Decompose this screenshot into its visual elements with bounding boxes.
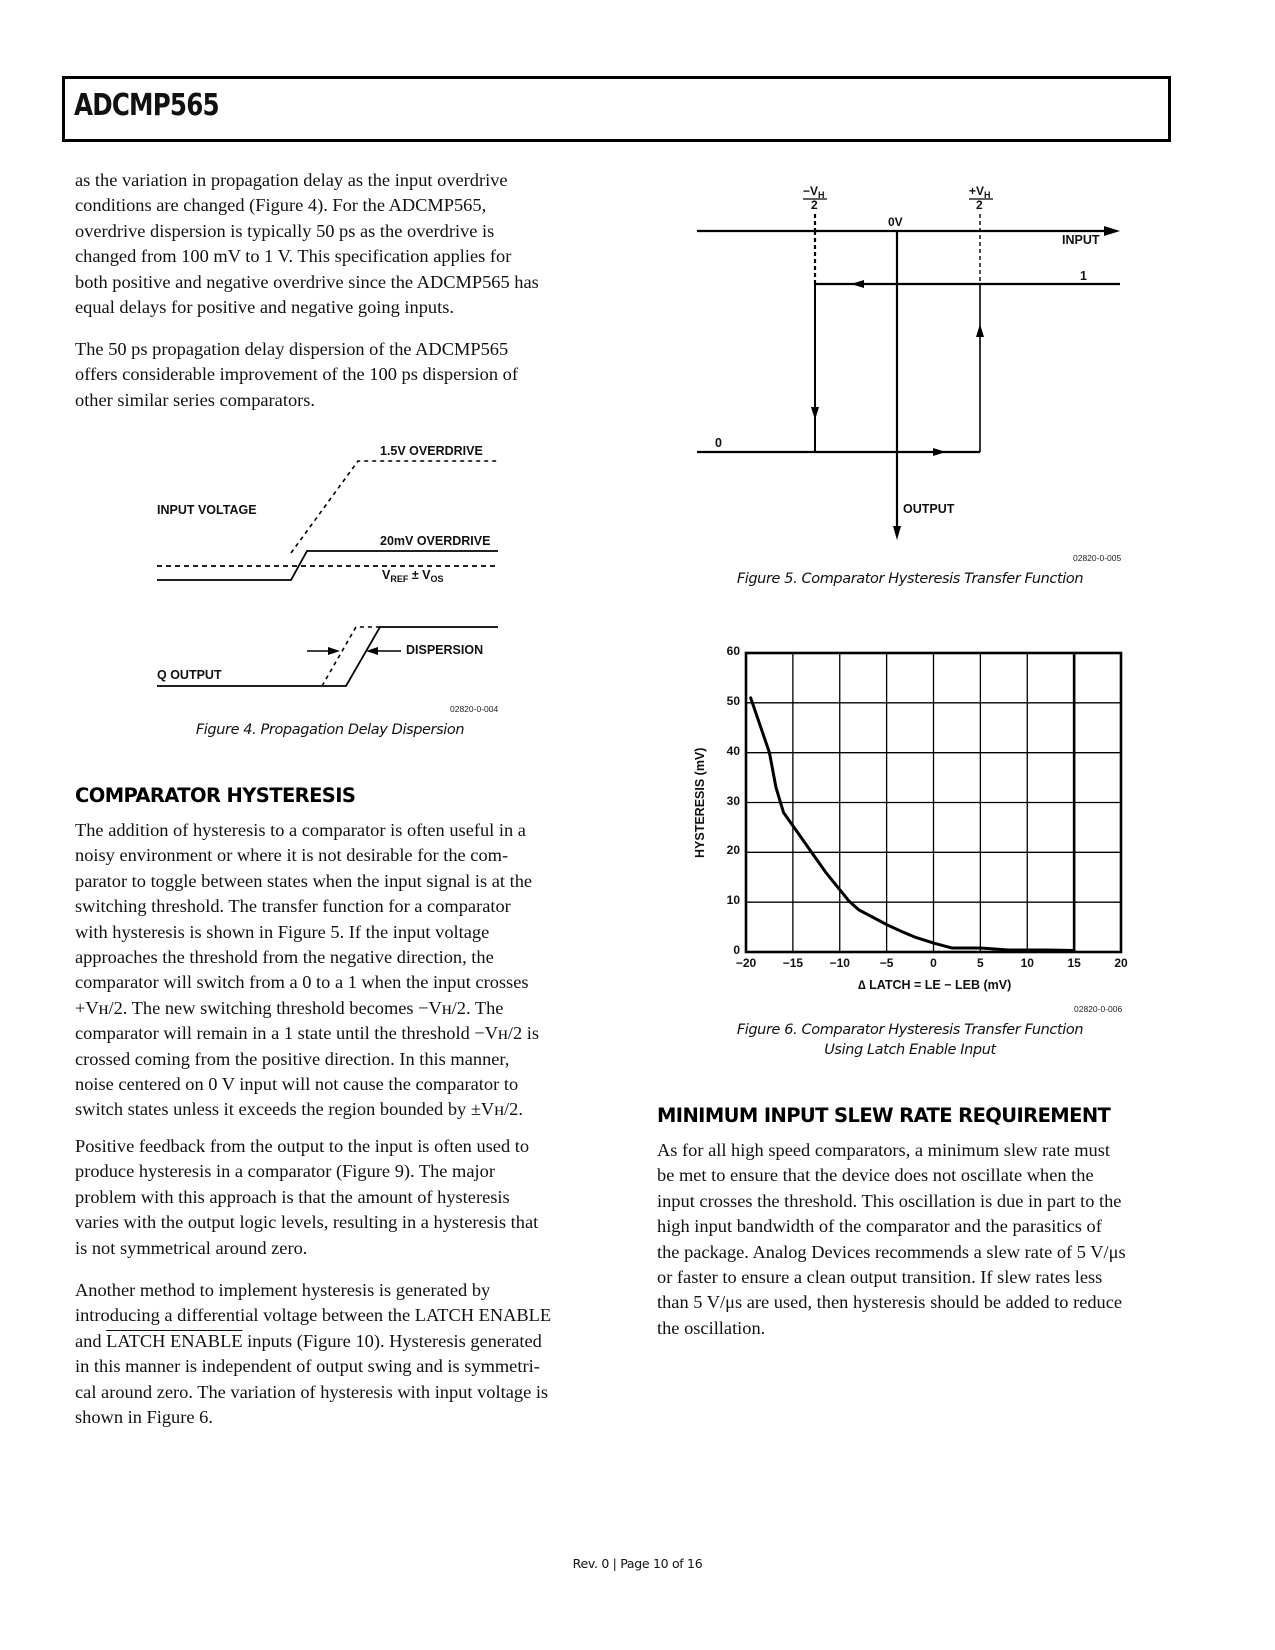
- text-line: than 5 V/μs are used, then hysteresis should be added to reduce: [657, 1292, 1123, 1313]
- text-line: the package. Analog Devices recommends a slew rate of 5 V/μs: [657, 1241, 1126, 1262]
- x-tick-label: −15: [782, 956, 804, 970]
- text-line: crossed coming from the positive direction. In this manner,: [75, 1048, 510, 1069]
- y-tick-label: 0: [733, 943, 740, 957]
- y-tick-label: 30: [726, 793, 740, 808]
- text-line: +Vʜ/2. The new switching threshold becomes −Vʜ/2. The: [75, 997, 504, 1018]
- label-pos-vh-over-2: $+V_H$: [969, 184, 991, 200]
- hysteresis-curve: [751, 698, 1074, 951]
- text-line: varies with the output logic levels, resulting in a hysteresis that: [75, 1212, 539, 1233]
- text-line: As for all high speed comparators, a minimum slew rate must: [657, 1140, 1111, 1160]
- text-line: noise centered on 0 V input will not cause the comparator to: [75, 1074, 519, 1095]
- x-tick-label: −20: [735, 956, 757, 970]
- label-input: INPUT: [1062, 233, 1100, 247]
- page-footer: Rev. 0 | Page 10 of 16: [572, 1556, 703, 1571]
- x-tick-label: 10: [1020, 956, 1034, 970]
- text-line: the oscillation.: [657, 1317, 766, 1338]
- y-tick-label: 60: [726, 644, 740, 658]
- text-line: equal delays for positive and negative going inputs.: [75, 297, 454, 318]
- text-line: with hysteresis is shown in Figure 5. If the input voltage: [75, 921, 490, 942]
- text-line: The 50 ps propagation delay dispersion of the ADCMP565: [75, 339, 509, 359]
- text-line: Another method to implement hysteresis is generated by: [75, 1280, 491, 1300]
- text-line: other similar series comparators.: [75, 389, 316, 410]
- figure-4-code: 02820-0-004: [450, 704, 499, 714]
- text-line: or faster to ensure a clean output transition. If slew rates less: [657, 1267, 1103, 1288]
- y-axis-label: HYSTERESIS (mV): [693, 747, 707, 858]
- paragraph-slew-rate: [657, 1138, 1187, 1341]
- label-vref-vos: $V_{REF} \pm V_{OS}$: [382, 568, 444, 584]
- text-line: comparator will switch from a 0 to a 1 when the input crosses: [75, 972, 529, 993]
- latch-enable-bar: LATCH ENABLE: [106, 1330, 243, 1351]
- figure-5-code: 02820-0-005: [1073, 553, 1122, 563]
- figure-4-caption: Figure 4. Propagation Delay Dispersion: [195, 722, 465, 738]
- x-tick-label: 15: [1067, 956, 1081, 970]
- text-line: The addition of hysteresis to a comparator is often useful in a: [75, 820, 526, 840]
- x-tick-label: −10: [829, 956, 850, 970]
- label-0v: 0V: [888, 215, 903, 229]
- section-heading-comparator-hysteresis: COMPARATOR HYSTERESIS: [75, 784, 356, 807]
- label-dispersion: DISPERSION: [406, 643, 484, 657]
- text-line: as the variation in propagation delay as the input overdrive: [75, 170, 508, 190]
- document-title: ADCMP565: [74, 88, 219, 123]
- text-line: is not symmetrical around zero.: [75, 1237, 308, 1258]
- text-line: switch states unless it exceeds the region bounded by ±Vʜ/2.: [75, 1099, 523, 1120]
- label-1-5v-overdrive: 1.5V OVERDRIVE: [380, 444, 483, 458]
- text-line: overdrive dispersion is typically 50 ps as the overdrive is: [75, 220, 495, 241]
- y-tick-label: 20: [726, 843, 740, 858]
- y-tick-label: 40: [726, 743, 740, 758]
- text-line: Positive feedback from the output to the input is often used to: [75, 1136, 530, 1156]
- x-tick-label: 5: [977, 956, 984, 970]
- label-pos-vh-denominator: 2: [976, 198, 983, 212]
- text-line: parator to toggle between states when the input signal is at the: [75, 870, 533, 891]
- text-line: offers considerable improvement of the 100 ps dispersion of: [75, 364, 518, 385]
- label-q-output: Q OUTPUT: [157, 668, 222, 682]
- figure-6-code: 02820-0-006: [1074, 1004, 1123, 1014]
- label-20mv-overdrive: 20mV OVERDRIVE: [380, 534, 491, 548]
- x-tick-label: −5: [879, 956, 894, 970]
- text-line: approaches the threshold from the negative direction, the: [75, 947, 494, 968]
- x-tick-label: 20: [1114, 956, 1128, 970]
- text-line: comparator will remain in a 1 state until the threshold −Vʜ/2 is: [75, 1023, 540, 1044]
- label-input-voltage: INPUT VOLTAGE: [157, 503, 257, 517]
- text-line: problem with this approach is that the amount of hysteresis: [75, 1186, 510, 1207]
- text-line: shown in Figure 6.: [75, 1407, 213, 1428]
- text-line: introducing a differential voltage between the LATCH ENABLE: [75, 1305, 552, 1326]
- caption-line: Using Latch Enable Input: [824, 1042, 996, 1058]
- x-axis-label: ∆ LATCH = LE − LEB (mV): [858, 978, 1012, 992]
- text-line: input crosses the threshold. This oscillation is due in part to the: [657, 1190, 1122, 1211]
- text-line: be met to ensure that the device does not oscillate when the: [657, 1165, 1094, 1186]
- text-line: noisy environment or where it is not desirable for the com-: [75, 845, 509, 866]
- figure-6-caption: [700, 1020, 1120, 1060]
- y-tick-label: 50: [726, 693, 740, 708]
- text-line: in this manner is independent of output swing and is symmetri-: [75, 1356, 540, 1377]
- section-heading-min-slew-rate: MINIMUM INPUT SLEW RATE REQUIREMENT: [657, 1104, 1111, 1127]
- label-neg-vh-over-2: $-V_H$: [803, 184, 825, 200]
- text-line: and LATCH ENABLE inputs (Figure 10). Hysteresis generated: [75, 1330, 542, 1351]
- caption-line: Figure 6. Comparator Hysteresis Transfer Function: [736, 1022, 1084, 1038]
- text-line: cal around zero. The variation of hysteresis with input voltage is: [75, 1381, 549, 1402]
- figure-5-caption: Figure 5. Comparator Hysteresis Transfer Function: [736, 571, 1084, 587]
- text-line: both positive and negative overdrive since the ADCMP565 has: [75, 271, 539, 292]
- label-output: OUTPUT: [903, 502, 955, 516]
- text-line: changed from 100 mV to 1 V. This specification applies for: [75, 246, 512, 267]
- label-neg-vh-denominator: 2: [811, 198, 818, 212]
- text-line: switching threshold. The transfer function for a comparator: [75, 896, 511, 917]
- text-line: high input bandwidth of the comparator and the parasitics of: [657, 1216, 1102, 1237]
- label-zero: 0: [715, 436, 722, 450]
- label-one: 1: [1080, 269, 1087, 283]
- y-tick-label: 10: [726, 893, 740, 908]
- x-tick-label: 0: [930, 956, 937, 970]
- text-line: produce hysteresis in a comparator (Figure 9). The major: [75, 1161, 495, 1182]
- text-line: conditions are changed (Figure 4). For the ADCMP565,: [75, 195, 487, 216]
